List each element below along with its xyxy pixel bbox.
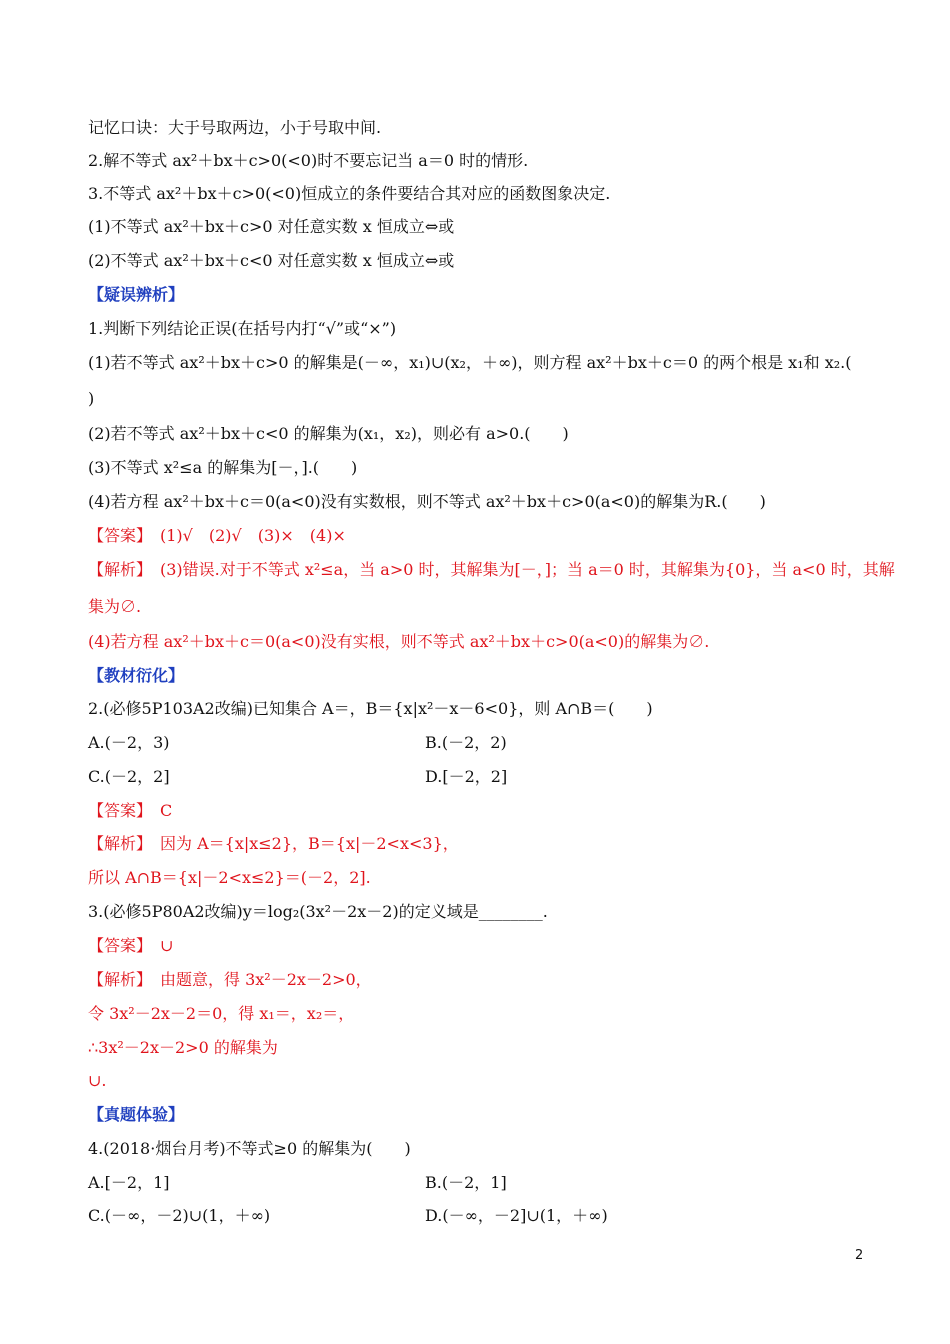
option-d: D.(－∞，－2]∪(1，＋∞) bbox=[425, 1206, 608, 1225]
text-line: 2.解不等式 ax²＋bx＋c>0(<0)时不要忘记当 a＝0 时的情形. bbox=[88, 151, 529, 170]
answer-line: 【答案】 C bbox=[88, 801, 173, 820]
text-line: (4)若方程 ax²＋bx＋c＝0(a<0)没有实数根，则不等式 ax²＋bx＋c>0(a<0)的解集为R.( ) bbox=[88, 492, 766, 511]
text-line: (2)若不等式 ax²＋bx＋c<0 的解集为(x₁，x₂)，则必有 a>0.( ) bbox=[88, 424, 569, 443]
section-heading: 【真题体验】 bbox=[88, 1105, 185, 1124]
explanation-line: 【解析】 因为 A＝{x|x≤2}，B＝{x|－2<x<3}， bbox=[88, 834, 459, 853]
option-c: C.(－2，2] bbox=[88, 767, 170, 786]
option-a: A.(－2，3) bbox=[88, 733, 170, 752]
text-line: (1)不等式 ax²＋bx＋c>0 对任意实数 x 恒成立⇔或 bbox=[88, 217, 455, 236]
text-line: (1)若不等式 ax²＋bx＋c>0 的解集是(－∞，x₁)∪(x₂，＋∞)，则方程 ax²＋bx＋c＝0 的两个根是 x₁和 x₂.( bbox=[88, 353, 852, 372]
page-number: 2 bbox=[855, 1248, 864, 1263]
answer-line: 【答案】 (1)√ (2)√ (3)× (4)× bbox=[88, 526, 346, 545]
explanation-line: ∪. bbox=[88, 1071, 107, 1090]
text-line: 记忆口诀：大于号取两边，小于号取中间. bbox=[88, 118, 382, 137]
answer-line: 【答案】 ∪ bbox=[88, 936, 174, 955]
option-d: D.[－2，2] bbox=[425, 767, 508, 786]
question: 1.判断下列结论正误(在括号内打“√”或“×”) bbox=[88, 319, 397, 338]
option-b: B.(－2，2) bbox=[425, 733, 507, 752]
text-line: (3)不等式 x²≤a 的解集为[－，].( ) bbox=[88, 458, 358, 477]
text-line: (2)不等式 ax²＋bx＋c<0 对任意实数 x 恒成立⇔或 bbox=[88, 251, 455, 270]
section-heading: 【疑误辨析】 bbox=[88, 285, 185, 304]
text-line: ) bbox=[88, 389, 95, 408]
explanation-line: 所以 A∩B＝{x|－2<x≤2}＝(－2，2]. bbox=[88, 868, 371, 887]
explanation-line: 【解析】 (3)错误.对于不等式 x²≤a，当 a>0 时，其解集为[－，]；当 a＝0 时，其解集为{0}，当 a<0 时，其解 bbox=[88, 560, 895, 579]
question: 3.(必修5P80A2改编)y＝log₂(3x²－2x－2)的定义域是________. bbox=[88, 902, 548, 921]
explanation-line: 集为∅. bbox=[88, 597, 142, 616]
option-a: A.[－2，1] bbox=[88, 1173, 170, 1192]
question: 2.(必修5P103A2改编)已知集合 A＝，B＝{x|x²－x－6<0}，则 A∩B＝( ) bbox=[88, 699, 653, 718]
question: 4.(2018·烟台月考)不等式≥0 的解集为( ) bbox=[88, 1139, 411, 1158]
explanation-line: (4)若方程 ax²＋bx＋c＝0(a<0)没有实根，则不等式 ax²＋bx＋c>0(a<0)的解集为∅. bbox=[88, 632, 710, 651]
text-line: 3.不等式 ax²＋bx＋c>0(<0)恒成立的条件要结合其对应的函数图象决定. bbox=[88, 184, 611, 203]
explanation-line: 令 3x²－2x－2＝0，得 x₁＝，x₂＝， bbox=[88, 1004, 355, 1023]
option-c: C.(－∞，－2)∪(1，＋∞) bbox=[88, 1206, 271, 1225]
explanation-line: ∴3x²－2x－2>0 的解集为 bbox=[88, 1038, 278, 1057]
section-heading: 【教材衍化】 bbox=[88, 666, 185, 685]
option-b: B.(－2，1] bbox=[425, 1173, 507, 1192]
explanation-line: 【解析】 由题意，得 3x²－2x－2>0， bbox=[88, 970, 372, 989]
